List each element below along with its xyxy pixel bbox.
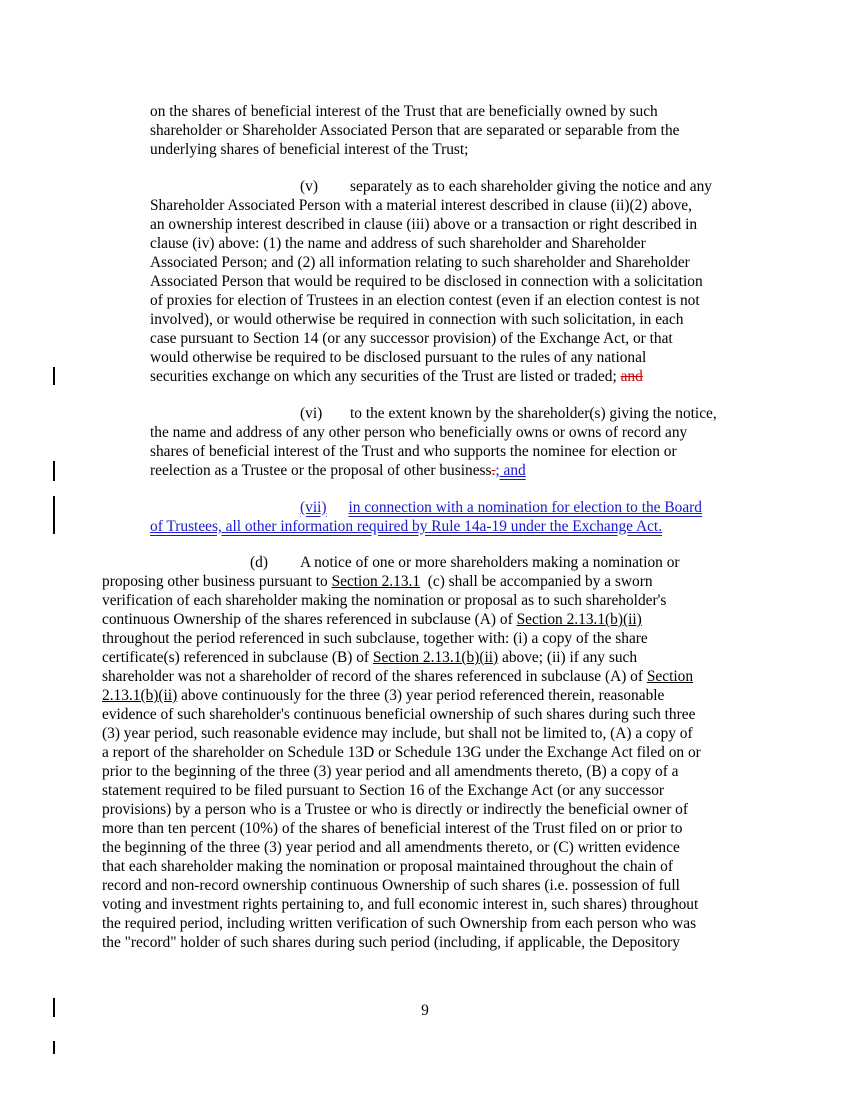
change-bar — [53, 1041, 55, 1054]
text-line: voting and investment rights pertaining to, and full economic interest in, such shares) throughout — [102, 896, 699, 913]
section-reference[interactable]: Section — [646, 668, 694, 685]
deleted-text: and — [620, 368, 643, 385]
clause-first-line: (d) A notice of one or more shareholders making a nomination or — [250, 554, 680, 571]
text-line: clause (iv) above: (1) the name and address of such shareholder and Shareholder — [150, 235, 646, 252]
text-line: involved), or would otherwise be required in connection with such solicitation, in each — [150, 311, 684, 328]
text-line: verification of each shareholder making the nomination or proposal as to such shareholder's — [102, 592, 667, 609]
section-reference[interactable]: Section 2.13.1 — [331, 573, 421, 590]
section-reference[interactable]: Section 2.13.1(b)(ii) — [516, 611, 642, 628]
text-line: would otherwise be required to be disclosed pursuant to the rules of any national — [150, 349, 647, 366]
text-line: that each shareholder making the nomination or proposal maintained throughout the chain of — [102, 858, 674, 875]
text-line: throughout the period referenced in such subclause, together with: (i) a copy of the share — [102, 630, 648, 647]
text-line: more than ten percent (10%) of the shares of beneficial interest of the Trust filed on or prior to — [102, 820, 683, 837]
text-line: of proxies for election of Trustees in an election contest (even if an election contest is not — [150, 292, 700, 309]
text-line: continuous Ownership of the shares referenced in subclause (A) of Section 2.13.1(b)(ii) — [102, 611, 642, 628]
inserted-text: of Trustees, all other information required by Rule 14a-19 under the Exchange Act. — [150, 518, 663, 535]
inserted-text: ; and — [495, 462, 526, 479]
text-line: the name and address of any other person who beneficially owns or owns of record any — [150, 424, 688, 441]
text-line: shareholder or Shareholder Associated Person that are separated or separable from the — [150, 122, 680, 139]
section-reference[interactable]: Section 2.13.1(b)(ii) — [372, 649, 499, 666]
text-line: prior to the beginning of the three (3) year period and all amendments thereto, (B) a copy of a — [102, 763, 679, 780]
clause-first-line: (vi) to the extent known by the shareholder(s) giving the notice, — [300, 405, 717, 422]
text-line: statement required to be filed pursuant to Section 16 of the Exchange Act (or any successor — [102, 782, 665, 799]
text-line: on the shares of beneficial interest of the Trust that are beneficially owned by such — [150, 103, 658, 120]
text-line: Shareholder Associated Person with a material interest described in clause (ii)(2) above, — [150, 197, 692, 214]
clause-number: (vi) — [300, 405, 323, 422]
text-line: reelection as a Trustee or the proposal of other business.; and — [150, 462, 526, 479]
clause-first-line: (v) separately as to each shareholder giving the notice and any — [300, 178, 712, 195]
text-line: shares of beneficial interest of the Trust and who supports the nominee for election or — [150, 443, 677, 460]
deleted-text: . — [491, 462, 496, 479]
text-line: securities exchange on which any securities of the Trust are listed or traded; and — [150, 368, 643, 385]
clause-d — [102, 553, 701, 952]
clause-vii — [150, 498, 702, 536]
clause-number: (d) — [250, 554, 268, 571]
text-line: the required period, including written verification of such Ownership from each person who was — [102, 915, 697, 932]
text-line: an ownership interest described in clause (iii) above or a transaction or right described in — [150, 216, 698, 233]
clause-number: (v) — [300, 178, 318, 195]
text-line: underlying shares of beneficial interest of the Trust; — [150, 141, 469, 158]
text-line: Associated Person; and (2) all information relating to such shareholder and Shareholder — [150, 254, 690, 271]
text-line: provisions) by a person who is a Trustee or who is directly or indirectly the beneficial owner of — [102, 801, 689, 818]
text-line: the beginning of the three (3) year period and all amendments thereto, or (C) written evidence — [102, 839, 680, 856]
clause-first-line — [150, 498, 702, 517]
text-line: Associated Person that would be required to be disclosed in connection with a solicitation — [150, 273, 703, 290]
change-bar — [53, 461, 55, 481]
text-line: evidence of such shareholder's continuous beneficial ownership of such shares during such three — [102, 706, 696, 723]
text-line: a report of the shareholder on Schedule 13D or Schedule 13G under the Exchange Act filed on or — [102, 744, 701, 761]
clause-number: (vii) — [300, 499, 327, 516]
text-line: record and non-record ownership continuous Ownership of such shares (i.e. possession of full — [102, 877, 680, 894]
section-reference[interactable]: 2.13.1(b)(ii) — [102, 687, 178, 704]
inserted-text: in connection with a nomination for election to the Board — [348, 499, 702, 516]
text-line: case pursuant to Section 14 (or any successor provision) of the Exchange Act, or that — [150, 330, 673, 347]
change-bar — [53, 496, 55, 534]
text-line: shareholder was not a shareholder of record of the shares referenced in subclause (A) of Section — [102, 668, 694, 685]
text-line: proposing other business pursuant to Section 2.13.1 (c) shall be accompanied by a sworn — [102, 573, 653, 590]
change-bar — [53, 367, 55, 385]
clause-vi — [150, 404, 717, 480]
intro-paragraph — [150, 102, 680, 159]
text-line: (3) year period, such reasonable evidence may include, but shall not be limited to, (A) a copy of — [102, 725, 693, 742]
clause-v — [150, 177, 712, 386]
page-number: 9 — [421, 1002, 429, 1019]
text-line: certificate(s) referenced in subclause (B) of Section 2.13.1(b)(ii) above; (ii) if any such — [102, 649, 638, 666]
text-line: the "record" holder of such shares during such period (including, if applicable, the Depository — [102, 934, 681, 951]
text-line: 2.13.1(b)(ii) above continuously for the three (3) year period referenced therein, reasonable — [102, 687, 665, 704]
